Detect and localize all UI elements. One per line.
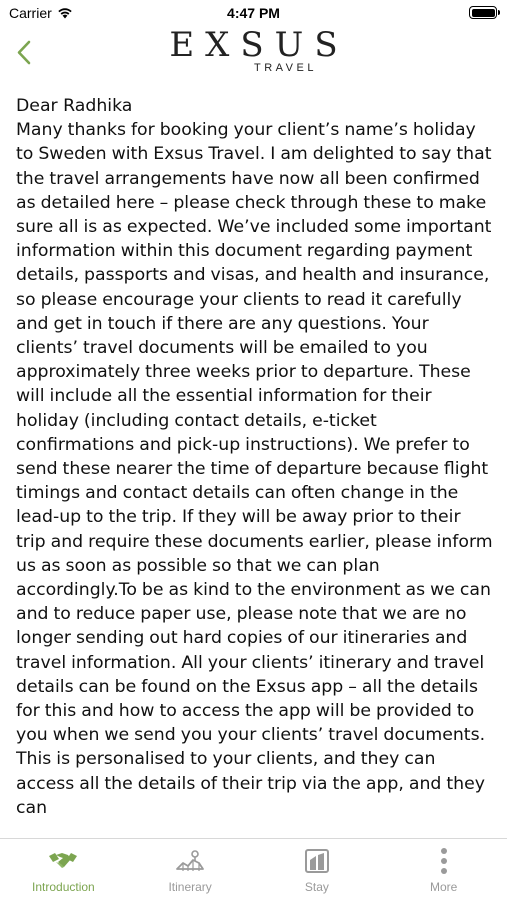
carrier-label: Carrier <box>9 5 52 21</box>
status-bar <box>0 0 507 26</box>
greeting: Dear Radhika <box>16 96 133 116</box>
tab-itinerary[interactable] <box>127 839 254 900</box>
tab-more[interactable] <box>380 839 507 900</box>
tab-label: More <box>429 880 458 894</box>
logo-tagline: TRAVEL <box>254 62 317 74</box>
tab-stay[interactable] <box>254 839 381 900</box>
map-route-icon <box>175 847 205 875</box>
status-time: 4:47 PM <box>227 5 280 21</box>
logo <box>0 26 507 74</box>
tab-label: Introduction <box>32 880 95 894</box>
battery-icon <box>469 6 497 19</box>
handshake-icon <box>48 847 78 875</box>
building-icon <box>302 847 332 875</box>
letter-content[interactable] <box>16 94 494 836</box>
tab-bar <box>0 838 507 900</box>
logo-wordmark: EXSUS <box>169 25 349 65</box>
more-vertical-icon <box>429 847 459 875</box>
header <box>0 26 507 86</box>
tab-label: Itinerary <box>168 880 212 894</box>
tab-label: Stay <box>304 880 329 894</box>
letter-body: Many thanks for booking your client’s name’s holiday to Sweden with Exsus Travel. I am delighted to say that the travel arrangements have now all been confirmed as detailed here – please check through these to make sure all is as expected. We’ve included some important information within this document regarding payment details, passports and visas, and health and insurance, so please encourage your clients to read it carefully and get in touch if there are any questions. Your clients’ travel documents will be emailed to you approximately three weeks prior to departure. These will include all the essential information for their holiday (including contact details, e-ticket confirmations and pick-up instructions). We prefer to send these nearer the time of departure because flight timings and contact details can often change in the lead-up to the trip. If they will be away prior to their trip and require these documents earlier, please inform us as soon as possible so that we can plan accordingly.To be as kind to the environment as we can and to reduce paper use, please note that we are no longer sending out hard copies of our itineraries and travel information. All your clients’ itinerary and travel details can be found on the Exsus app – all the details for this and how to access the app will be provided to you when we send you your clients’ travel documents. This is personalised to your clients, and they can access all the details of their trip via the app, and they can <box>16 120 493 818</box>
tab-introduction[interactable] <box>0 839 127 900</box>
